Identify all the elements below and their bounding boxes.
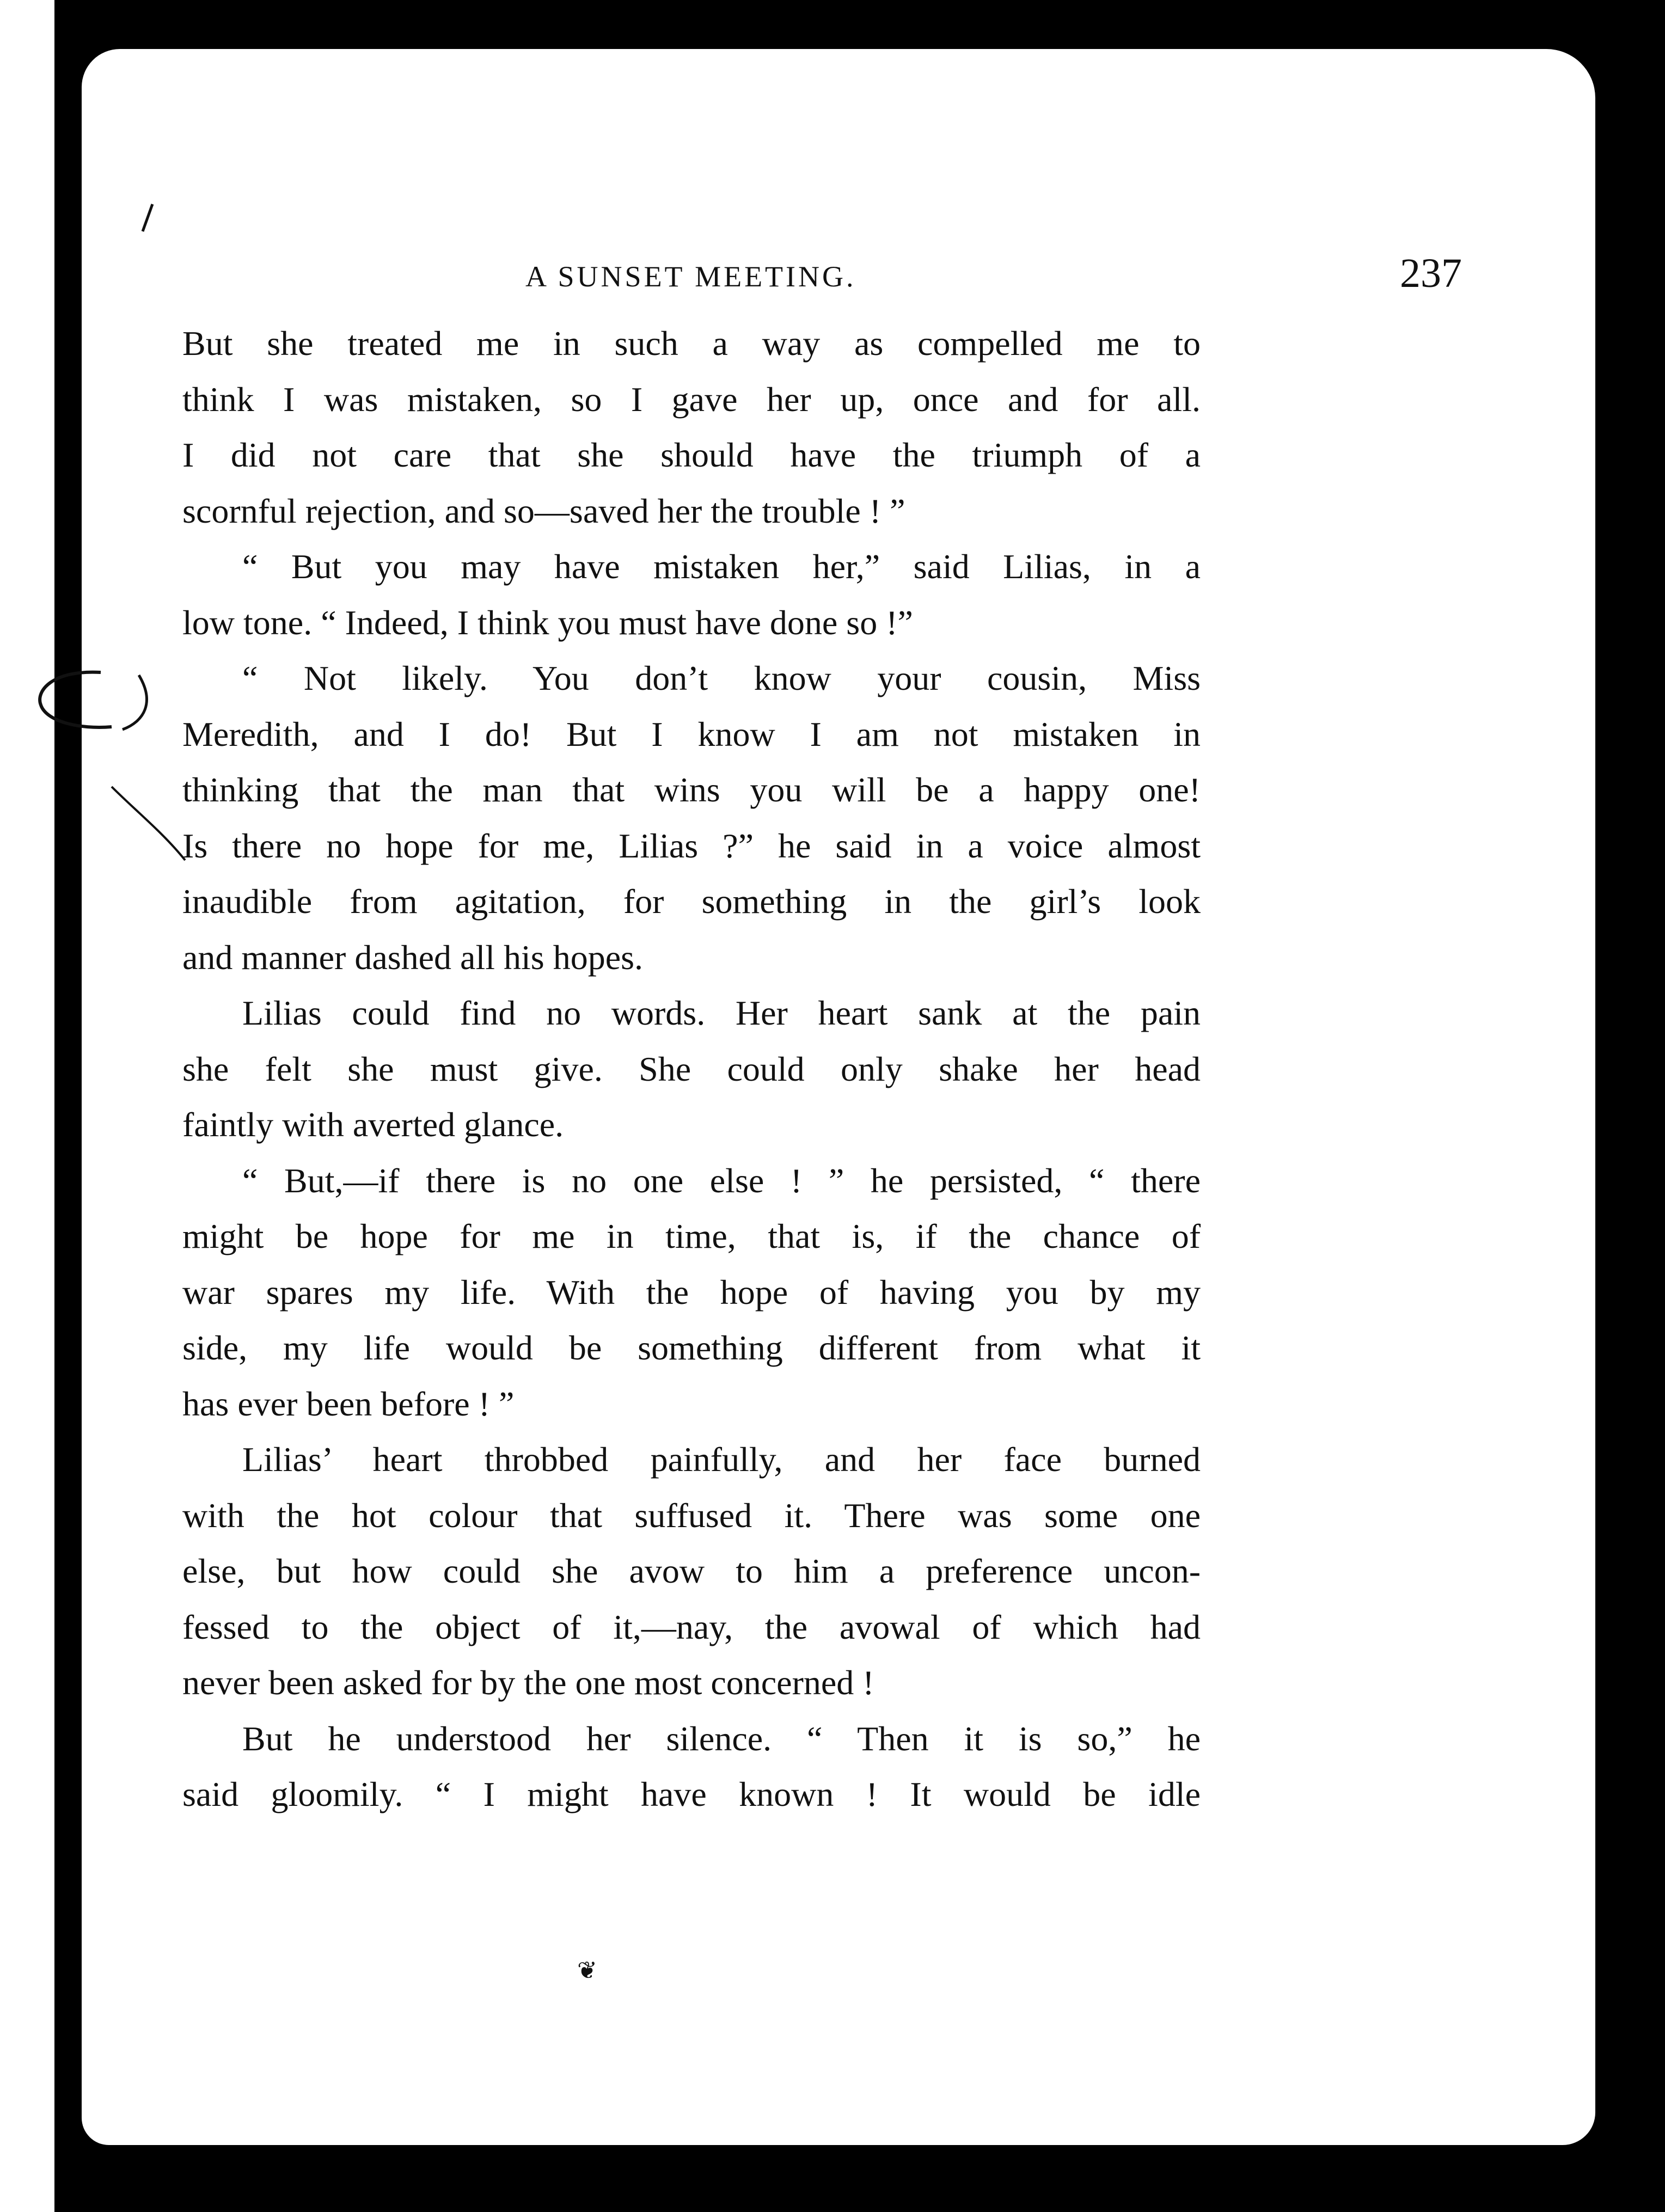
text-line: Lilias could find no words. Her heart sank at the pain [242, 994, 1201, 1032]
text-line: might be hope for me in time, that is, if the chance of [182, 1217, 1201, 1255]
text-line: “ But,—if there is no one else ! ” he persisted, “ there [242, 1161, 1201, 1200]
text-line: thinking that the man that wins you will be a happy one! [182, 770, 1201, 809]
text-line: “ But you may have mistaken her,” said Lilias, in a [242, 547, 1201, 586]
text-line: Meredith, and I do! But I know I am not mistaken in [182, 714, 1201, 753]
text-line: said gloomily. “ I might have known ! It would be idle [182, 1775, 1201, 1813]
text-line: side, my life would be something different from what it [182, 1328, 1201, 1367]
text-line: she felt she must give. She could only shake her head [182, 1049, 1201, 1088]
text-line: has ever been before ! ” [182, 1384, 515, 1423]
page-number: 237 [1400, 250, 1462, 296]
ornament-icon: ❦ [577, 1957, 597, 1984]
running-head [525, 252, 1462, 301]
text-line: fessed to the object of it,—nay, the avowal of which had [182, 1607, 1201, 1646]
text-line: never been asked for by the one most concerned ! [182, 1663, 874, 1702]
body-text [182, 316, 1201, 1823]
text-line: Lilias’ heart throbbed painfully, and her face burned [242, 1440, 1201, 1479]
text-line: and manner dashed all his hopes. [182, 938, 643, 977]
text-line: low tone. “ Indeed, I think you must have done so !” [182, 603, 913, 642]
margin-line-icon [109, 784, 196, 866]
text-line: I did not care that she should have the triumph of a [182, 436, 1201, 474]
binding-shadow [54, 0, 82, 2212]
text-line: with the hot colour that suffused it. There was some one [182, 1496, 1201, 1535]
left-margin-strip [0, 0, 54, 2212]
text-line: faintly with averted glance. [182, 1105, 564, 1144]
text-line: war spares my life. With the hope of having you by my [182, 1272, 1201, 1312]
margin-pencil-mark-icon [30, 670, 155, 740]
text-line: scornful rejection, and so—saved her the trouble ! ” [182, 491, 905, 530]
margin-tick-icon [136, 201, 158, 234]
text-line: Is there no hope for me, Lilias ?” he said in a voice almost [182, 826, 1201, 865]
text-line: inaudible from agitation, for something in the girl’s look [182, 882, 1201, 921]
text-line: think I was mistaken, so I gave her up, once and for all. [182, 379, 1201, 419]
text-line: else, but how could she avow to him a preference uncon- [182, 1552, 1201, 1590]
text-line: But she treated me in such a way as compelled me to [182, 324, 1201, 363]
running-title: A SUNSET MEETING. [525, 260, 856, 293]
text-line: “ Not likely. You don’t know your cousin, Miss [242, 659, 1201, 697]
text-line: But he understood her silence. “ Then it is so,” he [242, 1719, 1201, 1758]
